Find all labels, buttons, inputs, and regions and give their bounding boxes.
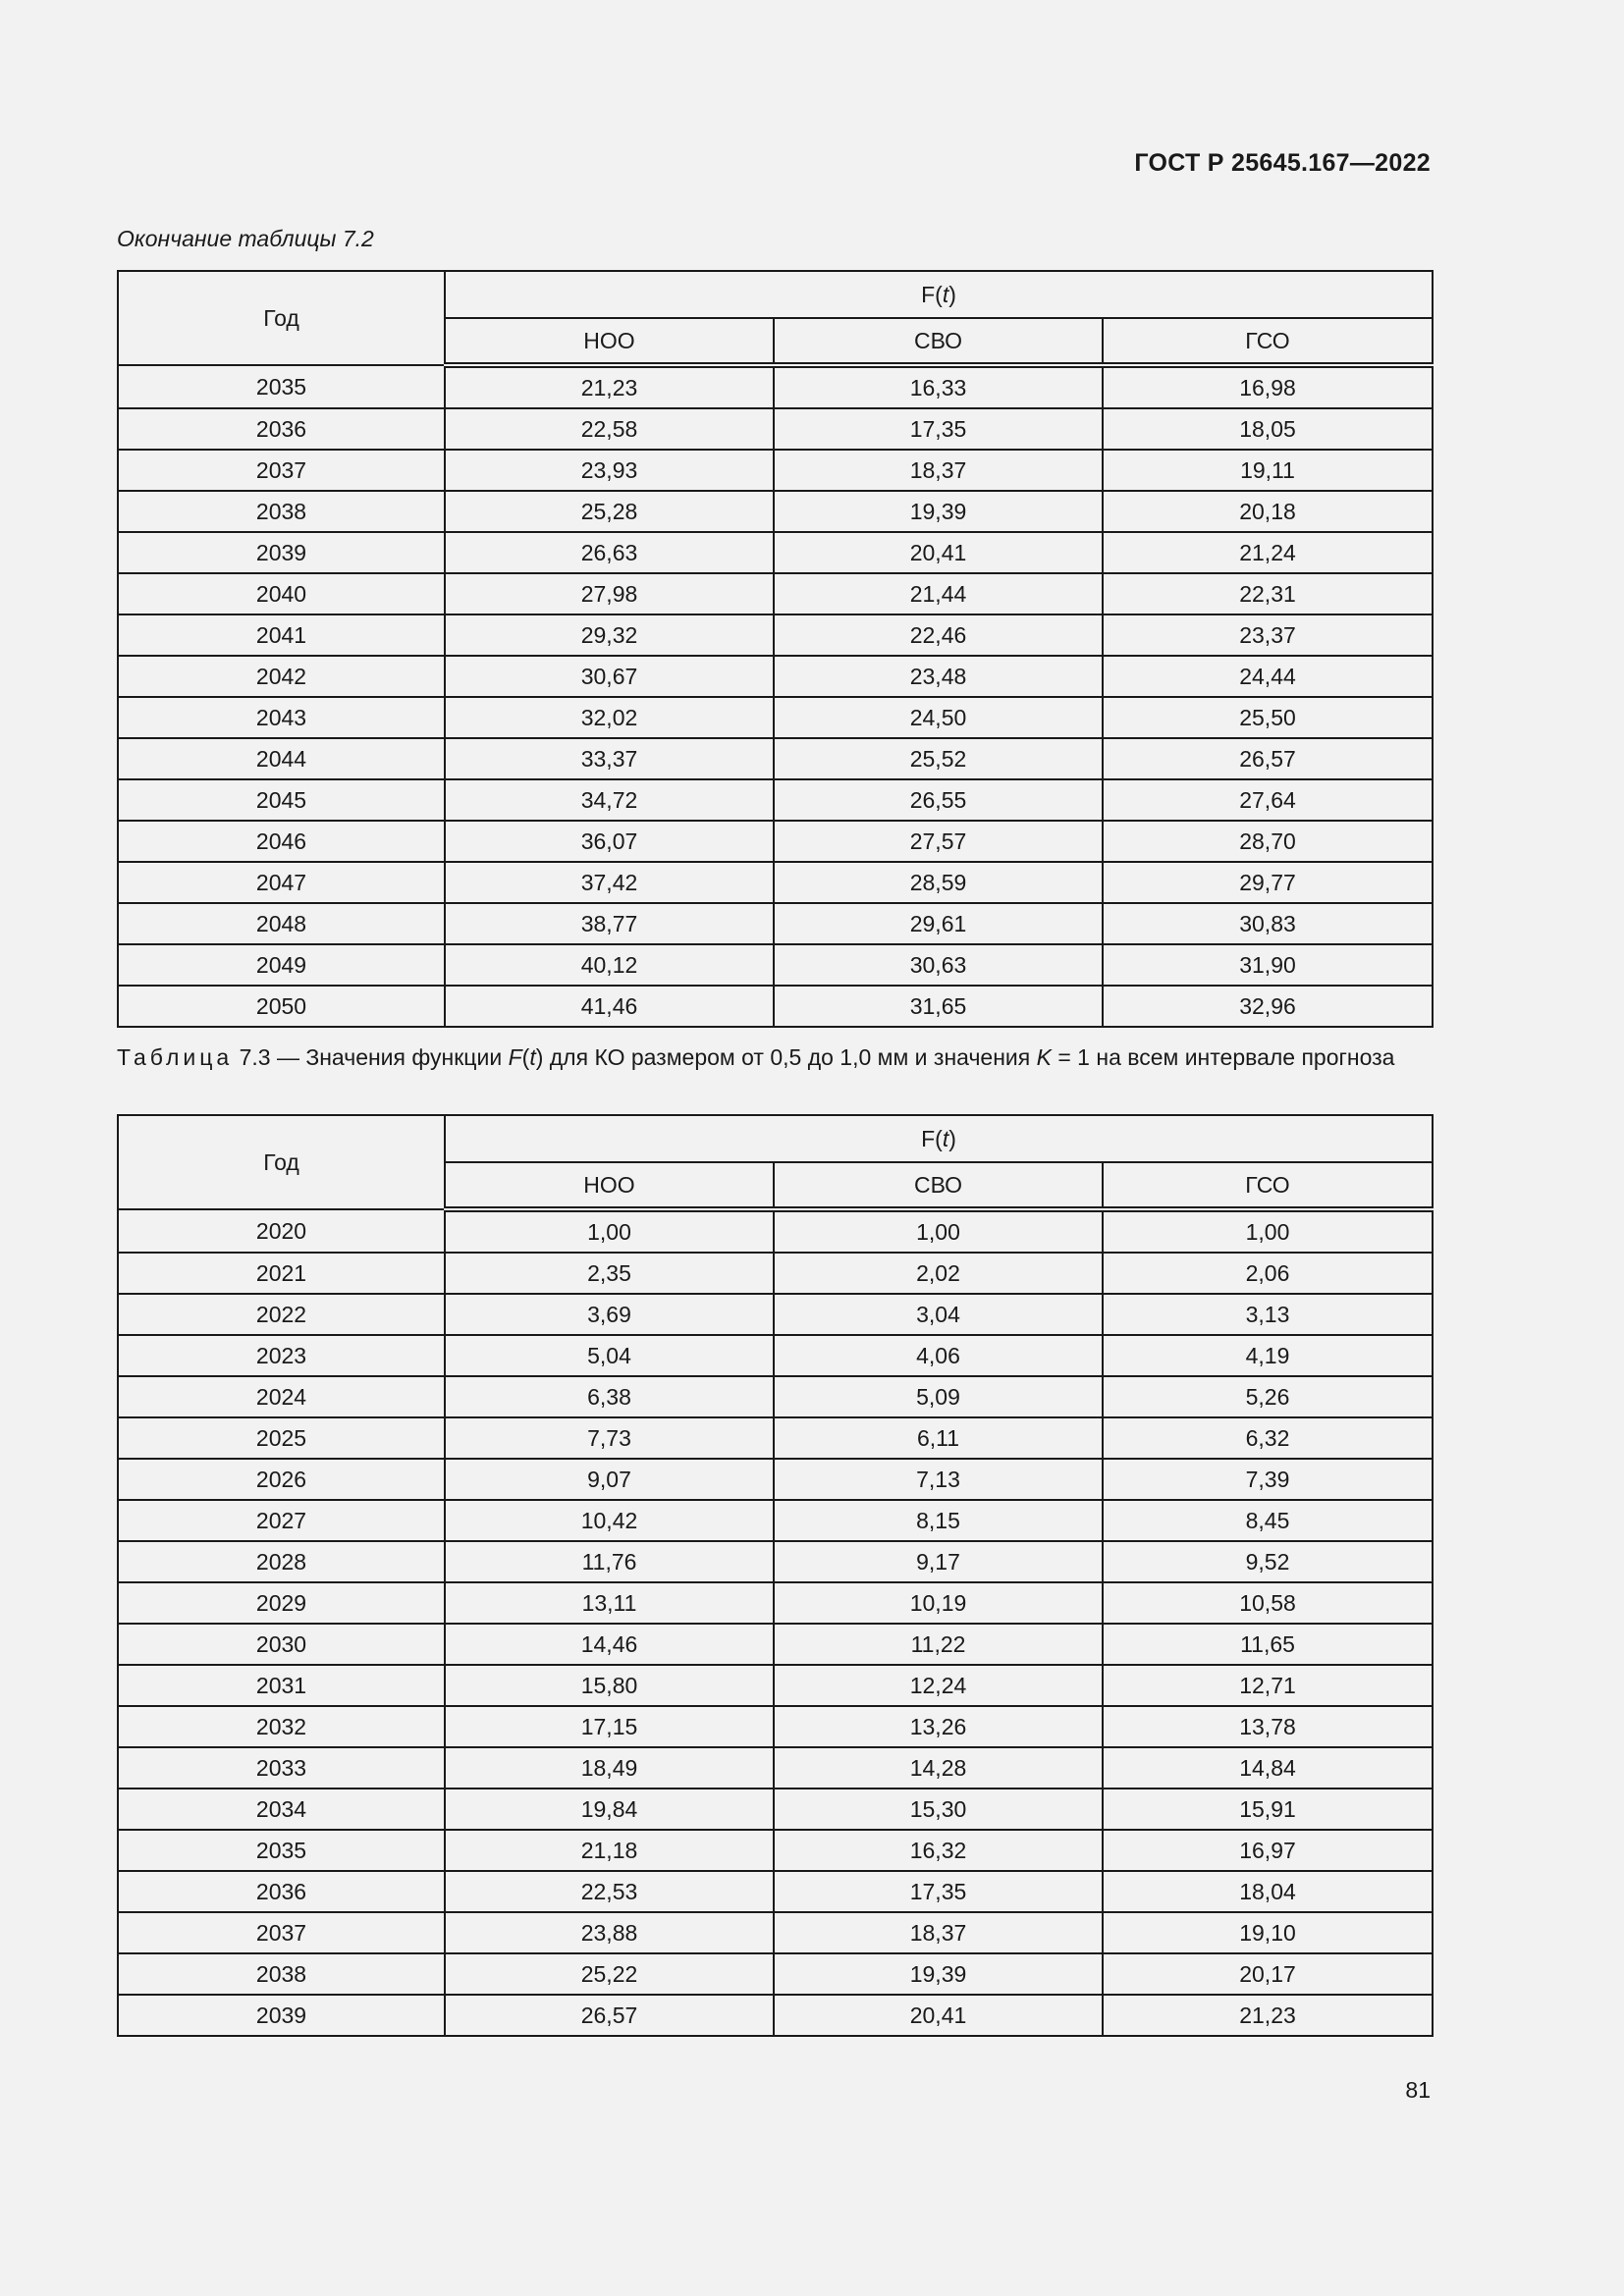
cell-year: 2024 — [118, 1376, 445, 1417]
table-row — [118, 944, 1433, 986]
cell-noo: 29,32 — [445, 614, 774, 656]
cell-noo: 32,02 — [445, 697, 774, 738]
cell-svo: 30,63 — [774, 944, 1103, 986]
cell-gso: 32,96 — [1103, 986, 1433, 1027]
cell-gso: 6,32 — [1103, 1417, 1433, 1459]
cell-gso: 30,83 — [1103, 903, 1433, 944]
table-row — [118, 1830, 1433, 1871]
column-header-function — [445, 1115, 1433, 1162]
cell-gso: 2,06 — [1103, 1253, 1433, 1294]
cell-year: 2042 — [118, 656, 445, 697]
cell-noo: 15,80 — [445, 1665, 774, 1706]
cell-year: 2027 — [118, 1500, 445, 1541]
cell-noo: 10,42 — [445, 1500, 774, 1541]
cell-svo: 10,19 — [774, 1582, 1103, 1624]
cell-svo: 27,57 — [774, 821, 1103, 862]
cell-svo: 31,65 — [774, 986, 1103, 1027]
table-label: Таблица — [117, 1044, 234, 1070]
cell-svo: 25,52 — [774, 738, 1103, 779]
document-code: ГОСТ Р 25645.167—2022 — [1134, 149, 1431, 177]
cell-gso: 22,31 — [1103, 573, 1433, 614]
cell-noo: 36,07 — [445, 821, 774, 862]
table-row — [118, 408, 1433, 450]
table-row — [118, 1995, 1433, 2036]
cell-svo: 18,37 — [774, 1912, 1103, 1953]
table-row — [118, 903, 1433, 944]
table-row — [118, 573, 1433, 614]
cell-svo: 20,41 — [774, 1995, 1103, 2036]
table-row — [118, 821, 1433, 862]
table-row — [118, 1335, 1433, 1376]
cell-svo: 8,15 — [774, 1500, 1103, 1541]
cell-svo: 16,33 — [774, 365, 1103, 408]
cell-year: 2022 — [118, 1294, 445, 1335]
cell-year: 2023 — [118, 1335, 445, 1376]
table-row — [118, 365, 1433, 408]
table-row — [118, 491, 1433, 532]
cell-svo: 4,06 — [774, 1335, 1103, 1376]
function-prefix: F( — [921, 1125, 943, 1151]
cell-year: 2044 — [118, 738, 445, 779]
table-row — [118, 862, 1433, 903]
cell-year: 2038 — [118, 491, 445, 532]
table-row — [118, 1747, 1433, 1789]
table-row — [118, 1871, 1433, 1912]
cell-svo: 2,02 — [774, 1253, 1103, 1294]
cell-noo: 17,15 — [445, 1706, 774, 1747]
table-row — [118, 697, 1433, 738]
table-row — [118, 986, 1433, 1027]
cell-gso: 23,37 — [1103, 614, 1433, 656]
table-row — [118, 779, 1433, 821]
cell-gso: 18,05 — [1103, 408, 1433, 450]
table-body — [118, 365, 1433, 1027]
cell-year: 2020 — [118, 1209, 445, 1253]
caption-k-symbol: K — [1036, 1044, 1052, 1070]
table-row — [118, 1417, 1433, 1459]
cell-gso: 21,24 — [1103, 532, 1433, 573]
cell-year: 2029 — [118, 1582, 445, 1624]
cell-year: 2033 — [118, 1747, 445, 1789]
cell-noo: 5,04 — [445, 1335, 774, 1376]
function-prefix: F( — [921, 281, 943, 307]
cell-noo: 30,67 — [445, 656, 774, 697]
cell-year: 2036 — [118, 408, 445, 450]
cell-gso: 13,78 — [1103, 1706, 1433, 1747]
cell-noo: 25,28 — [445, 491, 774, 532]
cell-svo: 7,13 — [774, 1459, 1103, 1500]
table-row — [118, 738, 1433, 779]
cell-svo: 24,50 — [774, 697, 1103, 738]
cell-year: 2035 — [118, 1830, 445, 1871]
function-variable: t — [942, 1125, 949, 1151]
table-body — [118, 1209, 1433, 2036]
cell-year: 2043 — [118, 697, 445, 738]
cell-gso: 18,04 — [1103, 1871, 1433, 1912]
cell-noo: 18,49 — [445, 1747, 774, 1789]
cell-gso: 19,11 — [1103, 450, 1433, 491]
cell-noo: 41,46 — [445, 986, 774, 1027]
table-row — [118, 1541, 1433, 1582]
cell-year: 2040 — [118, 573, 445, 614]
caption-text: = 1 на всем интервале прогноза — [1051, 1044, 1395, 1070]
cell-gso: 16,97 — [1103, 1830, 1433, 1871]
cell-svo: 15,30 — [774, 1789, 1103, 1830]
cell-gso: 4,19 — [1103, 1335, 1433, 1376]
cell-gso: 19,10 — [1103, 1912, 1433, 1953]
table-7-2-end — [117, 270, 1434, 1028]
table-row — [118, 1789, 1433, 1830]
caption-variable: t — [529, 1044, 536, 1070]
cell-year: 2036 — [118, 1871, 445, 1912]
column-header-svo: СВО — [774, 318, 1103, 365]
cell-svo: 11,22 — [774, 1624, 1103, 1665]
cell-year: 2046 — [118, 821, 445, 862]
cell-year: 2039 — [118, 1995, 445, 2036]
cell-noo: 33,37 — [445, 738, 774, 779]
cell-svo: 28,59 — [774, 862, 1103, 903]
cell-gso: 20,18 — [1103, 491, 1433, 532]
cell-year: 2045 — [118, 779, 445, 821]
table-row — [118, 614, 1433, 656]
caption-function: F — [508, 1044, 522, 1070]
table-row — [118, 450, 1433, 491]
cell-svo: 17,35 — [774, 408, 1103, 450]
table-row — [118, 1209, 1433, 1253]
cell-svo: 16,32 — [774, 1830, 1103, 1871]
cell-noo: 1,00 — [445, 1209, 774, 1253]
column-header-year: Год — [118, 271, 445, 365]
cell-year: 2039 — [118, 532, 445, 573]
cell-noo: 34,72 — [445, 779, 774, 821]
table-row — [118, 1459, 1433, 1500]
table-continuation-caption: Окончание таблицы 7.2 — [117, 226, 374, 251]
cell-gso: 14,84 — [1103, 1747, 1433, 1789]
column-header-year: Год — [118, 1115, 445, 1209]
column-header-noo: НОО — [445, 1162, 774, 1209]
table-row — [118, 1253, 1433, 1294]
cell-year: 2035 — [118, 365, 445, 408]
cell-noo: 7,73 — [445, 1417, 774, 1459]
cell-noo: 25,22 — [445, 1953, 774, 1995]
cell-year: 2021 — [118, 1253, 445, 1294]
cell-noo: 22,58 — [445, 408, 774, 450]
cell-gso: 16,98 — [1103, 365, 1433, 408]
cell-noo: 21,18 — [445, 1830, 774, 1871]
cell-gso: 15,91 — [1103, 1789, 1433, 1830]
cell-svo: 18,37 — [774, 450, 1103, 491]
cell-svo: 6,11 — [774, 1417, 1103, 1459]
cell-year: 2038 — [118, 1953, 445, 1995]
cell-year: 2025 — [118, 1417, 445, 1459]
cell-gso: 26,57 — [1103, 738, 1433, 779]
cell-noo: 9,07 — [445, 1459, 774, 1500]
cell-svo: 17,35 — [774, 1871, 1103, 1912]
cell-gso: 8,45 — [1103, 1500, 1433, 1541]
cell-year: 2048 — [118, 903, 445, 944]
cell-year: 2030 — [118, 1624, 445, 1665]
cell-gso: 11,65 — [1103, 1624, 1433, 1665]
cell-gso: 24,44 — [1103, 656, 1433, 697]
cell-gso: 31,90 — [1103, 944, 1433, 986]
cell-noo: 13,11 — [445, 1582, 774, 1624]
function-suffix: ) — [948, 1125, 956, 1151]
cell-noo: 3,69 — [445, 1294, 774, 1335]
cell-svo: 1,00 — [774, 1209, 1103, 1253]
cell-noo: 22,53 — [445, 1871, 774, 1912]
cell-svo: 14,28 — [774, 1747, 1103, 1789]
cell-gso: 3,13 — [1103, 1294, 1433, 1335]
cell-noo: 21,23 — [445, 365, 774, 408]
cell-gso: 1,00 — [1103, 1209, 1433, 1253]
cell-gso: 5,26 — [1103, 1376, 1433, 1417]
cell-year: 2050 — [118, 986, 445, 1027]
cell-year: 2026 — [118, 1459, 445, 1500]
cell-noo: 2,35 — [445, 1253, 774, 1294]
cell-noo: 19,84 — [445, 1789, 774, 1830]
column-header-noo: НОО — [445, 318, 774, 365]
table-row — [118, 1294, 1433, 1335]
cell-svo: 9,17 — [774, 1541, 1103, 1582]
cell-year: 2037 — [118, 1912, 445, 1953]
table-row — [118, 1582, 1433, 1624]
cell-gso: 12,71 — [1103, 1665, 1433, 1706]
caption-text: ) для КО размером от 0,5 до 1,0 мм и значения — [535, 1044, 1037, 1070]
cell-year: 2032 — [118, 1706, 445, 1747]
table-row — [118, 532, 1433, 573]
column-header-gso: ГСО — [1103, 1162, 1433, 1209]
column-header-function — [445, 271, 1433, 318]
caption-text: 7.3 — Значения функции — [233, 1044, 509, 1070]
table-row — [118, 1665, 1433, 1706]
cell-svo: 13,26 — [774, 1706, 1103, 1747]
table-row — [118, 1706, 1433, 1747]
cell-gso: 21,23 — [1103, 1995, 1433, 2036]
cell-svo: 23,48 — [774, 656, 1103, 697]
cell-svo: 26,55 — [774, 779, 1103, 821]
column-header-svo: СВО — [774, 1162, 1103, 1209]
table-row — [118, 1500, 1433, 1541]
cell-noo: 37,42 — [445, 862, 774, 903]
cell-noo: 26,57 — [445, 1995, 774, 2036]
cell-noo: 38,77 — [445, 903, 774, 944]
cell-svo: 5,09 — [774, 1376, 1103, 1417]
cell-svo: 21,44 — [774, 573, 1103, 614]
cell-year: 2031 — [118, 1665, 445, 1706]
cell-noo: 27,98 — [445, 573, 774, 614]
cell-svo: 20,41 — [774, 532, 1103, 573]
table-7-3-caption — [117, 1042, 1431, 1073]
cell-year: 2034 — [118, 1789, 445, 1830]
table-row — [118, 1912, 1433, 1953]
cell-gso: 10,58 — [1103, 1582, 1433, 1624]
page-number: 81 — [1405, 2077, 1431, 2103]
cell-noo: 14,46 — [445, 1624, 774, 1665]
cell-gso: 29,77 — [1103, 862, 1433, 903]
table-row — [118, 1953, 1433, 1995]
cell-noo: 26,63 — [445, 532, 774, 573]
table-row — [118, 656, 1433, 697]
cell-year: 2041 — [118, 614, 445, 656]
cell-noo: 6,38 — [445, 1376, 774, 1417]
cell-svo: 19,39 — [774, 491, 1103, 532]
cell-gso: 20,17 — [1103, 1953, 1433, 1995]
cell-svo: 19,39 — [774, 1953, 1103, 1995]
cell-year: 2047 — [118, 862, 445, 903]
table-row — [118, 1376, 1433, 1417]
function-suffix: ) — [948, 281, 956, 307]
table-7-3 — [117, 1114, 1434, 2037]
cell-year: 2049 — [118, 944, 445, 986]
function-variable: t — [942, 281, 949, 307]
cell-noo: 23,88 — [445, 1912, 774, 1953]
cell-svo: 3,04 — [774, 1294, 1103, 1335]
cell-svo: 22,46 — [774, 614, 1103, 656]
cell-gso: 7,39 — [1103, 1459, 1433, 1500]
cell-noo: 40,12 — [445, 944, 774, 986]
cell-year: 2037 — [118, 450, 445, 491]
cell-svo: 12,24 — [774, 1665, 1103, 1706]
column-header-gso: ГСО — [1103, 318, 1433, 365]
cell-year: 2028 — [118, 1541, 445, 1582]
table-row — [118, 1624, 1433, 1665]
cell-noo: 11,76 — [445, 1541, 774, 1582]
cell-gso: 27,64 — [1103, 779, 1433, 821]
cell-gso: 28,70 — [1103, 821, 1433, 862]
cell-gso: 9,52 — [1103, 1541, 1433, 1582]
cell-gso: 25,50 — [1103, 697, 1433, 738]
caption-paren: ( — [521, 1044, 530, 1070]
cell-noo: 23,93 — [445, 450, 774, 491]
cell-svo: 29,61 — [774, 903, 1103, 944]
